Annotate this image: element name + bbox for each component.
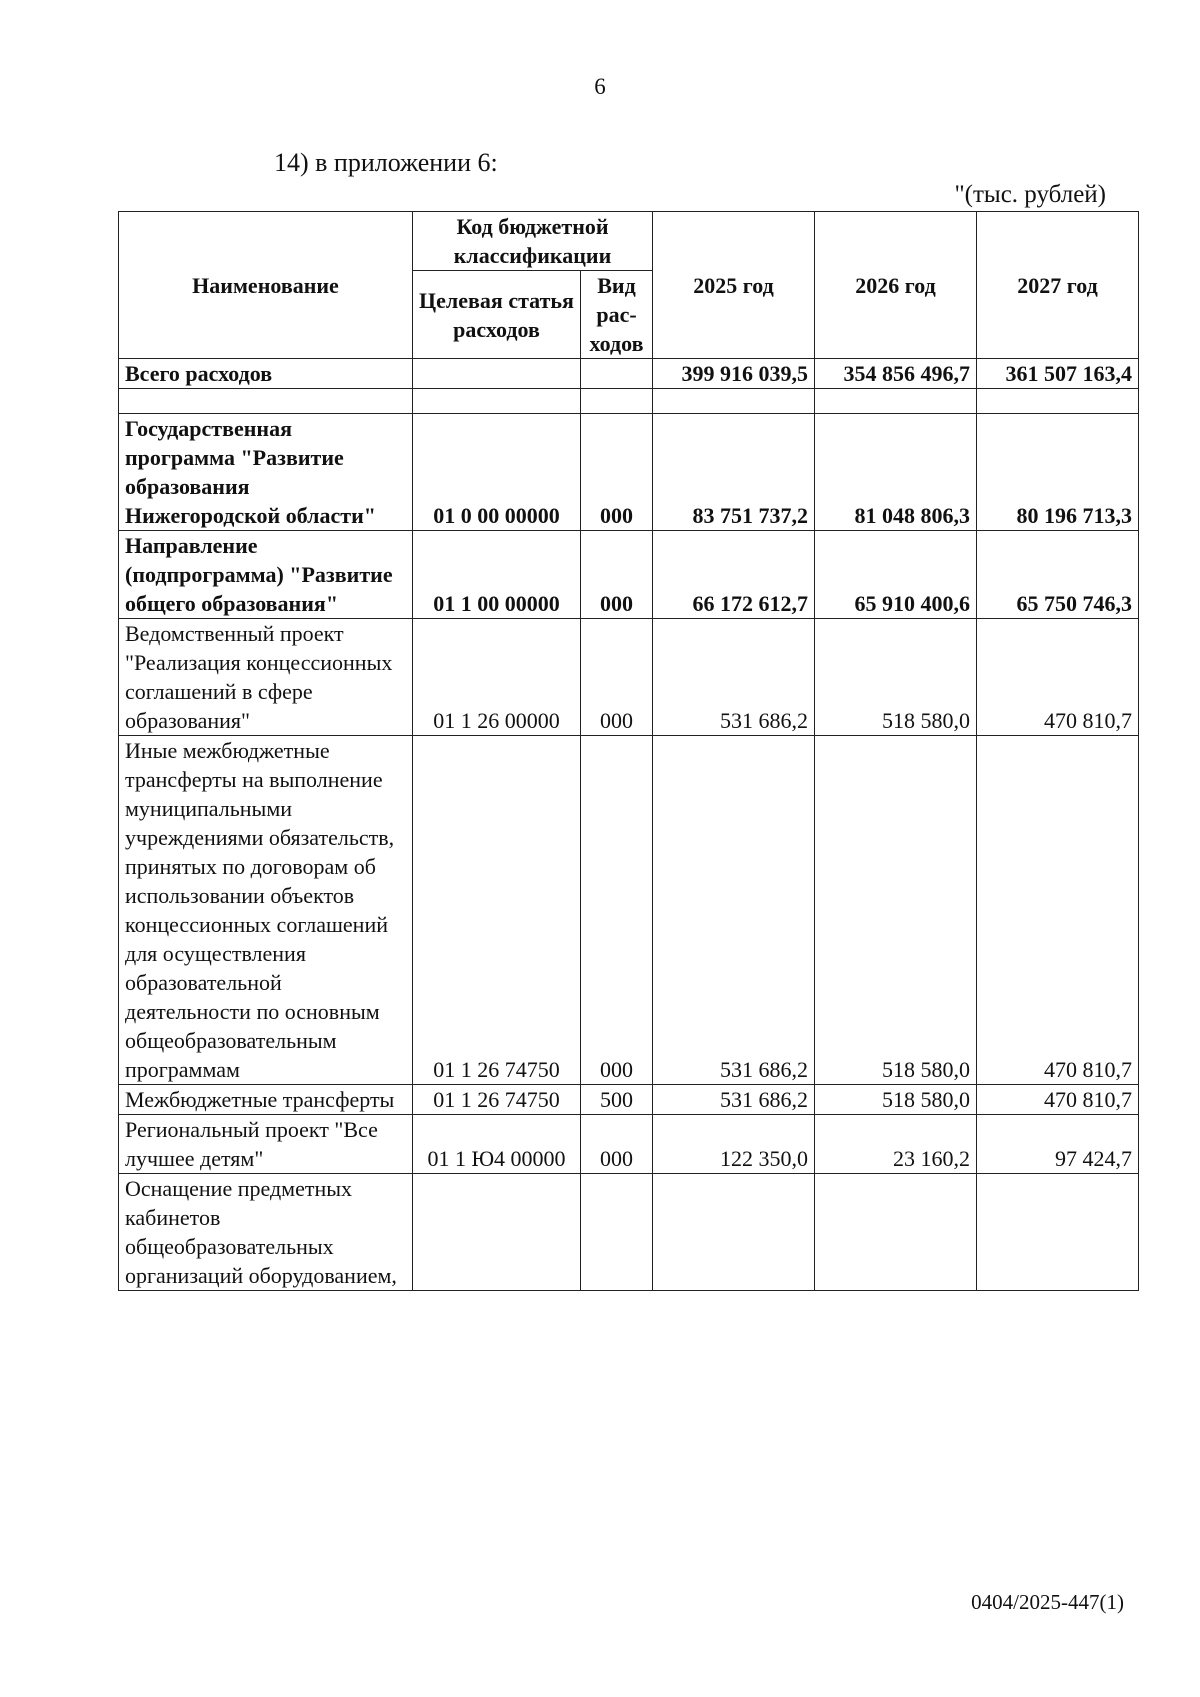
row-2025-cell: 531 686,2 bbox=[653, 619, 815, 736]
row-code-cell: 01 0 00 00000 bbox=[413, 414, 581, 531]
row-name-cell: Оснащение предметных кабинетов общеобразовательных организаций оборудованием, bbox=[119, 1174, 413, 1291]
table-row bbox=[119, 619, 1139, 736]
row-2026-cell bbox=[815, 389, 977, 414]
row-name-cell: Государственная программа "Развитие образования Нижегородской области" bbox=[119, 414, 413, 531]
table-row bbox=[119, 389, 1139, 414]
row-type-cell: 500 bbox=[581, 1085, 653, 1115]
row-2026-cell: 23 160,2 bbox=[815, 1115, 977, 1174]
row-type-cell bbox=[581, 389, 653, 414]
section-intro: 14) в приложении 6: bbox=[274, 148, 498, 177]
row-2027-cell bbox=[977, 389, 1139, 414]
page-number: 6 bbox=[594, 74, 606, 99]
row-2027-cell: 80 196 713,3 bbox=[977, 414, 1139, 531]
row-name-cell: Всего расходов bbox=[119, 359, 413, 389]
row-2027-cell bbox=[977, 1174, 1139, 1291]
row-2027-cell: 65 750 746,3 bbox=[977, 531, 1139, 619]
header-classification-group: Код бюджетной классификации bbox=[413, 212, 653, 271]
table-row bbox=[119, 531, 1139, 619]
row-2027-cell: 470 810,7 bbox=[977, 619, 1139, 736]
row-name-cell: Региональный проект "Все лучшее детям" bbox=[119, 1115, 413, 1174]
row-2026-cell: 518 580,0 bbox=[815, 736, 977, 1085]
row-2027-cell: 361 507 163,4 bbox=[977, 359, 1139, 389]
row-name-cell: Иные межбюджетные трансферты на выполнение муниципальными учреждениями обязательств, принятых по договорам об использовании объектов концессионных соглашений для осуществления образовательной деятельности по основным общеобразовательным программам bbox=[119, 736, 413, 1085]
document-code: 0404/2025-447(1) bbox=[971, 1590, 1124, 1614]
header-row bbox=[119, 212, 1139, 271]
header-year-2026: 2026 год bbox=[815, 212, 977, 359]
row-2025-cell: 399 916 039,5 bbox=[653, 359, 815, 389]
row-code-cell bbox=[413, 389, 581, 414]
row-2025-cell: 66 172 612,7 bbox=[653, 531, 815, 619]
row-code-cell: 01 1 Ю4 00000 bbox=[413, 1115, 581, 1174]
row-2025-cell bbox=[653, 389, 815, 414]
row-name-cell: Межбюджетные трансферты bbox=[119, 1085, 413, 1115]
table-row bbox=[119, 1174, 1139, 1291]
row-type-cell bbox=[581, 359, 653, 389]
table-body bbox=[119, 359, 1139, 1291]
row-2026-cell: 65 910 400,6 bbox=[815, 531, 977, 619]
row-2025-cell: 83 751 737,2 bbox=[653, 414, 815, 531]
row-type-cell: 000 bbox=[581, 736, 653, 1085]
header-target-article: Целевая статья расходов bbox=[413, 271, 581, 359]
table-row bbox=[119, 1115, 1139, 1174]
row-2025-cell bbox=[653, 1174, 815, 1291]
row-type-cell: 000 bbox=[581, 1115, 653, 1174]
table-row bbox=[119, 1085, 1139, 1115]
row-type-cell: 000 bbox=[581, 531, 653, 619]
row-type-cell bbox=[581, 1174, 653, 1291]
row-2025-cell: 531 686,2 bbox=[653, 736, 815, 1085]
header-name: Наименование bbox=[119, 212, 413, 359]
row-2027-cell: 97 424,7 bbox=[977, 1115, 1139, 1174]
row-code-cell: 01 1 26 00000 bbox=[413, 619, 581, 736]
row-code-cell: 01 1 26 74750 bbox=[413, 736, 581, 1085]
row-2027-cell: 470 810,7 bbox=[977, 736, 1139, 1085]
header-year-2025: 2025 год bbox=[653, 212, 815, 359]
table-row bbox=[119, 359, 1139, 389]
row-name-cell: Направление (подпрограмма) "Развитие общего образования" bbox=[119, 531, 413, 619]
row-code-cell: 01 1 26 74750 bbox=[413, 1085, 581, 1115]
row-2025-cell: 531 686,2 bbox=[653, 1085, 815, 1115]
row-2026-cell: 518 580,0 bbox=[815, 619, 977, 736]
table-row bbox=[119, 414, 1139, 531]
row-code-cell bbox=[413, 1174, 581, 1291]
row-2026-cell: 354 856 496,7 bbox=[815, 359, 977, 389]
budget-table bbox=[118, 211, 1139, 1291]
row-type-cell: 000 bbox=[581, 414, 653, 531]
row-type-cell: 000 bbox=[581, 619, 653, 736]
row-2026-cell: 518 580,0 bbox=[815, 1085, 977, 1115]
header-year-2027: 2027 год bbox=[977, 212, 1139, 359]
table-row bbox=[119, 736, 1139, 1085]
unit-label: "(тыс. рублей) bbox=[954, 181, 1106, 208]
row-code-cell: 01 1 00 00000 bbox=[413, 531, 581, 619]
row-2025-cell: 122 350,0 bbox=[653, 1115, 815, 1174]
row-2027-cell: 470 810,7 bbox=[977, 1085, 1139, 1115]
row-code-cell bbox=[413, 359, 581, 389]
row-2026-cell: 81 048 806,3 bbox=[815, 414, 977, 531]
row-name-cell: Ведомственный проект "Реализация концессионных соглашений в сфере образования" bbox=[119, 619, 413, 736]
row-2026-cell bbox=[815, 1174, 977, 1291]
row-name-cell bbox=[119, 389, 413, 414]
header-expense-type: Вид рас-ходов bbox=[581, 271, 653, 359]
